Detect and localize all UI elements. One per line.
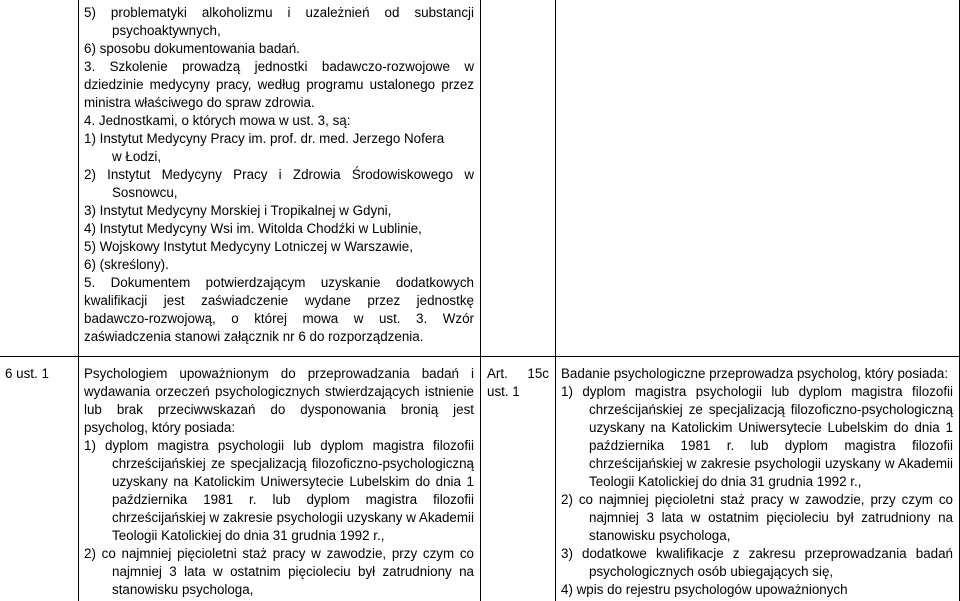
row2-reference-right xyxy=(487,365,549,401)
upper-cell xyxy=(84,4,474,346)
right-line: najmniej 3 lata w ostatnim pięcioleciu był zatrudniony na xyxy=(589,510,953,525)
left-line: stanowisku psychologa, xyxy=(112,582,254,597)
right-line: chrześcijańskiej w zakresie psychologii uzyskany w Akademii xyxy=(589,456,953,471)
left-line: psycholog, który posiada: xyxy=(84,420,236,435)
upper-line: 3. Szkolenie prowadzą jednostki badawczo-rozwojowe w xyxy=(84,59,474,74)
table-row-divider xyxy=(0,356,960,357)
upper-line: 5. Dokumentem potwierdzającym uzyskanie dodatkowych xyxy=(84,275,474,290)
left-line: Teologii Katolickiej do dnia 31 grudnia 1992 r., xyxy=(112,528,385,543)
upper-line: zaświadczenia stanowi załącznik nr 6 do rozporządzenia. xyxy=(84,329,424,344)
upper-line: 1) Instytut Medycyny Pracy im. prof. dr. med. Jerzego Nofera xyxy=(84,131,445,146)
upper-line: w Łodzi, xyxy=(112,149,162,164)
upper-line: 4) Instytut Medycyny Wsi im. Witolda Chodźki w Lublinie, xyxy=(84,221,422,236)
right-line: 4) wpis do rejestru psychologów upoważnionych xyxy=(561,582,848,597)
upper-line: ministra właściwego do spraw zdrowia. xyxy=(84,95,315,110)
upper-line: 4. Jednostkami, o których mowa w ust. 3, są: xyxy=(84,113,351,128)
table-border-left xyxy=(78,0,79,601)
upper-line: 5) problematyki alkoholizmu i uzależnień od substancji xyxy=(84,5,474,20)
upper-line: 2) Instytut Medycyny Pracy i Zdrowia Środowiskowego w xyxy=(84,167,474,182)
row2-reference-left: 6 ust. 1 xyxy=(5,366,49,381)
upper-line: dziedzinie medycyny pracy, według programu ustalonego przez xyxy=(84,77,474,92)
right-line: 1) dyplom magistra psychologii lub dyplom magistra filozofii xyxy=(561,384,953,399)
row2-right-cell xyxy=(561,365,953,599)
upper-line: 5) Wojskowy Instytut Medycyny Lotniczej w Warszawie, xyxy=(84,239,413,254)
right-line: stanowisku psychologa, xyxy=(589,528,731,543)
reference-line: Art. 15c xyxy=(487,366,549,381)
right-line: października 1981 r. lub dyplom magistra filozofii xyxy=(589,438,953,453)
upper-line: Sosnowcu, xyxy=(112,185,178,200)
upper-line: 6) (skreślony). xyxy=(84,257,169,272)
reference-line: ust. 1 xyxy=(487,384,520,399)
upper-line: psychoaktywnych, xyxy=(112,23,221,38)
right-line: psychologicznych osób ubiegających się, xyxy=(589,564,834,579)
upper-line: 3) Instytut Medycyny Morskiej i Tropikalnej w Gdyni, xyxy=(84,203,392,218)
right-line: 3) dodatkowe kwalifikacje z zakresu przeprowadzania badań xyxy=(561,546,953,561)
right-line: Badanie psychologiczne przeprowadza psycholog, który posiada: xyxy=(561,366,949,381)
right-line: uzyskany na Katolickim Uniwersytecie Lubelskim do dnia 1 xyxy=(589,420,953,435)
left-line: października 1981 r. lub dyplom magistra filozofii xyxy=(112,492,474,507)
left-line: chrześcijańskiej w zakresie psychologii uzyskany w Akademii xyxy=(112,510,474,525)
left-line: 1) dyplom magistra psychologii lub dyplom magistra filozofii xyxy=(84,438,474,453)
right-line: 2) co najmniej pięcioletni staż pracy w zawodzie, przy czym co xyxy=(561,492,953,507)
upper-line: badawczo-rozwojową, o której mowa w ust. 3. Wzór xyxy=(84,311,474,326)
right-line: chrześcijańskiej ze specjalizacją filozoficzno-psychologiczną xyxy=(589,402,953,417)
upper-line: 6) sposobu dokumentowania badań. xyxy=(84,41,300,56)
left-line: uzyskany na Katolickim Uniwersytecie Lubelskim do dnia 1 xyxy=(112,474,474,489)
left-line: wydawania orzeczeń psychologicznych stwierdzających istnienie xyxy=(84,384,474,399)
table-border-col2-right xyxy=(480,0,481,601)
left-line: Psychologiem upoważnionym do przeprowadzania badań i xyxy=(84,366,474,381)
left-line: chrześcijańskiej ze specjalizacją filozoficzno-psychologiczną xyxy=(112,456,474,471)
left-line: lub brak przeciwwskazań do dysponowania bronią jest xyxy=(84,402,474,417)
left-line: najmniej 3 lata w ostatnim pięcioleciu był zatrudniony na xyxy=(112,564,474,579)
left-line: 2) co najmniej pięcioletni staż pracy w zawodzie, przy czym co xyxy=(84,546,474,561)
table-border-col3-right xyxy=(555,0,556,601)
upper-line: kwalifikacji jest zaświadczenie wydane przez jednostkę xyxy=(84,293,474,308)
right-line: Teologii Katolickiej do dnia 31 grudnia 1992 r., xyxy=(589,474,862,489)
row2-left-cell xyxy=(84,365,474,599)
